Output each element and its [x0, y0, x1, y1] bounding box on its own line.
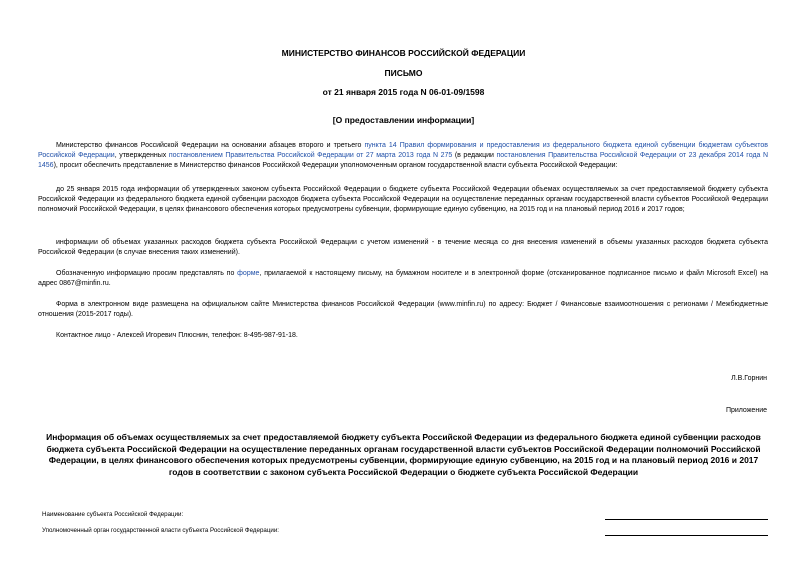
p1-text-2: , утвержденных [114, 152, 169, 159]
link-resolution-1456[interactable]: постановления Правительства Российской Федерации от 23 декабря 2014 года N 1456 [38, 152, 769, 169]
paragraph-5 [38, 300, 768, 320]
document-subject: [О предоставлении информации] [332, 115, 475, 125]
p1-text-1: Министерство финансов Российской Федерации на основании абзацев второго и третьего [56, 142, 365, 149]
document-type: ПИСЬМО [384, 68, 423, 78]
paragraph-6 [38, 331, 768, 341]
p6-text: Контактное лицо - Алексей Игоревич Плюснин, телефон: 8-495-987-91-18. [56, 332, 298, 339]
ministry-title: МИНИСТЕРСТВО ФИНАНСОВ РОССИЙСКОЙ ФЕДЕРАЦИИ [281, 48, 526, 58]
link-form[interactable]: форме [237, 270, 260, 277]
paragraph-1 [38, 141, 768, 171]
paragraph-3 [38, 238, 768, 258]
field-authority-line[interactable] [605, 535, 768, 536]
paragraph-2 [38, 185, 768, 215]
p1-text-4: ), просит обеспечить представление в Министерство финансов Российской Федерации уполномоченным органом государственной власти субъекта Российской Федерации: [53, 162, 618, 169]
signature: Л.В.Горнин [731, 375, 767, 382]
p2-text: до 25 января 2015 года информации об утвержденных законом субъекта Российской Федерации о бюджете субъекта Российской Федерации объемах осуществляемых за счет предоставляемой бюджету субъекта Российской Федерации из федерального бюджета единой субвенции расходов бюджета субъекта Российской Федерации на осуществление переданных органам государственной власти субъектов Российской Федерации полномочий Российской Федерации, в целях финансового обеспечения которых предусмотрены субвенции, формирующие единую субвенцию, на 2015 год и на плановый период 2016 и 2017 годов; [38, 186, 768, 213]
p3-text: информации об объемах указанных расходов бюджета субъекта Российской Федерации с учетом изменений - в течение месяца со дня внесения изменений в объемы указанных расходов бюджета субъекта Российской Федерации (в случае внесения таких изменений). [38, 239, 768, 256]
field-authority-label: Уполномоченный орган государственной власти субъекта Российской Федерации: [42, 527, 280, 534]
p1-text-3: (в редакции [452, 152, 497, 159]
appendix-label: Приложение [725, 407, 767, 414]
field-region-name-label: Наименование субъекта Российской Федерации: [42, 511, 184, 518]
p4-text-1: Обозначенную информацию просим представлять по [56, 270, 238, 277]
p4-text-2: , прилагаемой к настоящему письму, на бумажном носителе и в электронной форме (отсканированное подписанное письмо и файл Microsoft Excel) на адрес 0867@minfin.ru. [38, 270, 769, 287]
link-resolution-275[interactable]: постановлением Правительства Российской Федерации от 27 марта 2013 года N 275 [168, 152, 453, 159]
document-date-number: от 21 января 2015 года N 06-01-09/1598 [322, 87, 485, 97]
link-rules-point-14[interactable]: пункта 14 Правил формирования и предоставления из федерального бюджета единой субвенции бюджетам субъектов Российской Федерации [38, 142, 768, 159]
paragraph-4 [38, 269, 768, 289]
p5-text: Форма в электронном виде размещена на официальном сайте Министерства финансов Российской Федерации (www.minfin.ru) по адресу: Бюджет / Финансовые взаимоотношения с регионами / Межбюджетные отношения (2015-2017 годы). [38, 301, 768, 318]
field-region-name-line[interactable] [605, 519, 768, 520]
appendix-title: Информация об объемах осуществляемых за счет предоставляемой бюджету субъекта Российской Федерации из федерального бюджета единой субвенции расходов бюджета субъекта Российской Федерации на осуществление переданных органам государственной власти субъектов Российской Федерации полномочий Российской Федерации, в целях финансового обеспечения которых предусмотрены субвенции, формирующие единую субвенцию, на 2015 год и на плановый период 2016 и 2017 годов в соответствии с законом субъекта Российской Федерации о бюджете субъекта Российской Федерации [46, 432, 761, 477]
